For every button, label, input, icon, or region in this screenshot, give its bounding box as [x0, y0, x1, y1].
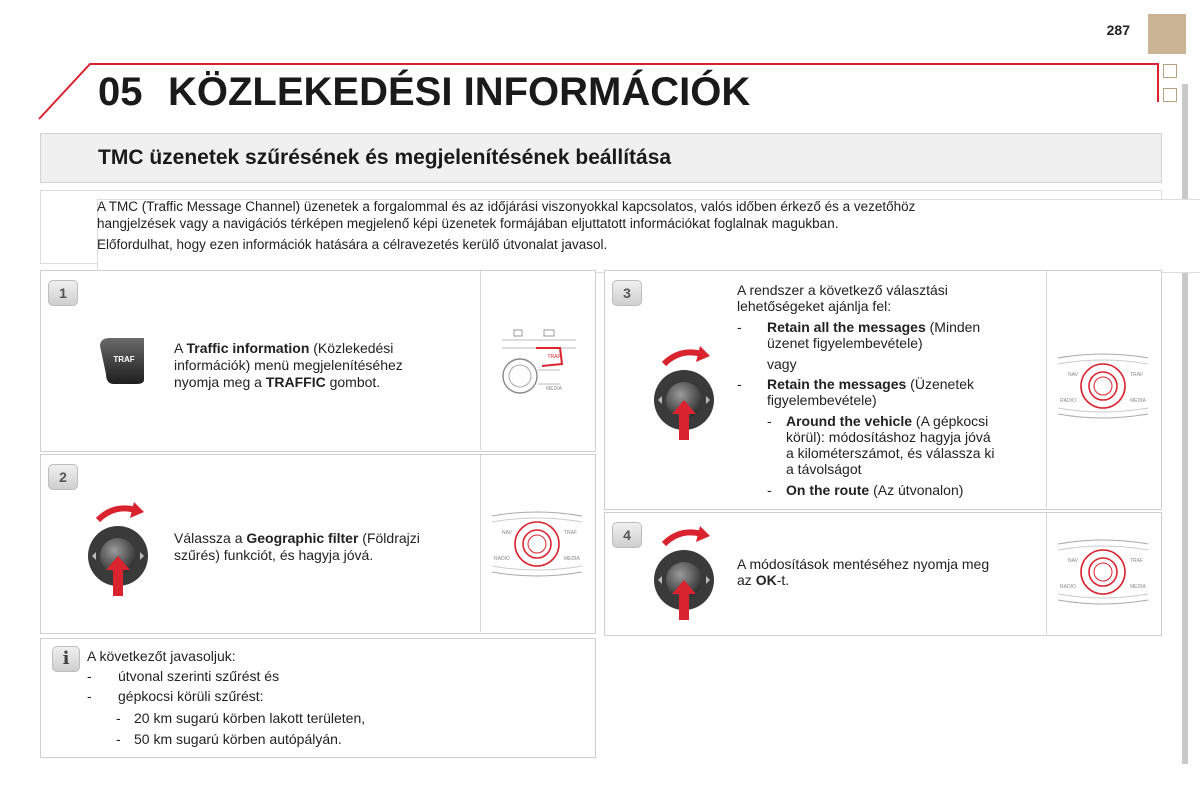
sub-option-1-line-3: a kilométerszámot, és válassza ki: [786, 445, 995, 461]
tab-marker-square: [1163, 64, 1177, 78]
step-1-badge: 1: [48, 280, 78, 306]
panel-nav-label: NAV: [1068, 558, 1078, 564]
dash: -: [737, 376, 742, 392]
dash: -: [116, 731, 121, 747]
panel-radio-label: RADIO: [494, 556, 510, 562]
dash: -: [737, 319, 742, 335]
info-item-1: útvonal szerinti szűrést és: [118, 668, 280, 684]
traffic-button-label: TRAF: [113, 355, 135, 364]
traffic-button-icon: [96, 336, 148, 386]
dash: -: [767, 413, 772, 429]
info-icon: i: [52, 646, 80, 672]
control-panel-illustration: [1054, 352, 1152, 420]
step-2-badge: 2: [48, 464, 78, 490]
sub-option-1-line-4: a távolságot: [786, 461, 862, 477]
dash: -: [116, 710, 121, 726]
section-title: TMC üzenetek szűrésének és megjelenítésének beállítása: [98, 146, 672, 169]
step-4-badge: 4: [612, 522, 642, 548]
step-3-intro-1: A rendszer a következő választási: [737, 282, 948, 298]
info-line-1: A következőt javasoljuk:: [87, 648, 236, 664]
step-3-badge: 3: [612, 280, 642, 306]
option-1-line-1: Retain all the messages (Minden: [767, 319, 981, 335]
dash: -: [767, 482, 772, 498]
traffic-panel-illustration: [498, 326, 580, 398]
step-1-line-2: információk) menü megjelenítéséhez: [174, 357, 403, 373]
side-rule: [1182, 84, 1188, 764]
panel-radio-label: RADIO: [1060, 584, 1076, 590]
rotary-knob-push-icon: [84, 500, 154, 600]
step-1-line-1: A Traffic information (Közlekedési: [174, 340, 394, 356]
dash: -: [87, 668, 92, 684]
rotary-knob-push-icon: [650, 344, 720, 444]
option-1-line-2: üzenet figyelembevétele): [767, 335, 923, 351]
panel-nav-label: NAV: [1068, 372, 1078, 378]
option-or: vagy: [767, 356, 797, 372]
step-2-line-2: szűrés) funkciót, és hagyja jóvá.: [174, 547, 374, 563]
step-4-line-1: A módosítások mentéséhez nyomja meg: [737, 556, 990, 572]
dash: -: [87, 688, 92, 704]
panel-traf-label: TRAF: [1130, 372, 1144, 378]
control-panel-illustration: [488, 510, 586, 578]
panel-media-label: MEDIA: [564, 556, 580, 562]
panel-traf-label: TRAF: [1130, 558, 1144, 564]
info-item-2: gépkocsi körüli szűrést:: [118, 688, 264, 704]
panel-radio-label: RADIO: [1060, 398, 1076, 404]
rotary-knob-push-icon: [650, 524, 720, 624]
panel-media-label: MEDIA: [1130, 398, 1146, 404]
panel-media-label: MEDIA: [546, 386, 562, 392]
step-4-line-2: az OK-t.: [737, 572, 790, 588]
option-2-line-2: figyelembevétele): [767, 392, 877, 408]
step-1-line-3: nyomja meg a TRAFFIC gombot.: [174, 374, 381, 390]
page-number: 287: [1106, 22, 1130, 38]
chapter-number: 05: [98, 70, 143, 114]
control-panel-illustration: [1054, 538, 1152, 606]
panel-traf-label: TRAF: [564, 530, 578, 536]
intro-line-2: hangjelzések vagy a navigációs térképen megjelenő képi üzenetek formájában eljuttatott információkat foglalnak magukban.: [97, 216, 839, 231]
sub-option-1-line-1: Around the vehicle (A gépkocsi: [786, 413, 989, 429]
sub-option-2: On the route (Az útvonalon): [786, 482, 964, 498]
tab-marker-square: [1163, 88, 1177, 102]
info-sub-1: 20 km sugarú körben lakott területen,: [134, 710, 366, 726]
option-2-line-1: Retain the messages (Üzenetek: [767, 376, 974, 392]
sub-option-1-line-2: körül): módosításhoz hagyja jóvá: [786, 429, 991, 445]
panel-nav-label: NAV: [502, 530, 512, 536]
step-2-line-1: Válassza a Geographic filter (Földrajzi: [174, 530, 420, 546]
intro-line-3: Előfordulhat, hogy ezen információk hatására a célravezetés kerülő útvonalat javasol.: [97, 237, 608, 252]
panel-media-label: MEDIA: [1130, 584, 1146, 590]
intro-line-1: A TMC (Traffic Message Channel) üzenetek a forgalommal és az időjárási viszonyokkal kapcsolatos, valós időben érkező és a vezetőhöz: [97, 199, 916, 214]
chapter-tab: [1148, 14, 1186, 54]
panel-traf-label: TRAF: [547, 354, 561, 360]
chapter-title: KÖZLEKEDÉSI INFORMÁCIÓK: [168, 70, 751, 114]
info-sub-2: 50 km sugarú körben autópályán.: [134, 731, 342, 747]
step-3-intro-2: lehetőségeket ajánlja fel:: [737, 298, 892, 314]
